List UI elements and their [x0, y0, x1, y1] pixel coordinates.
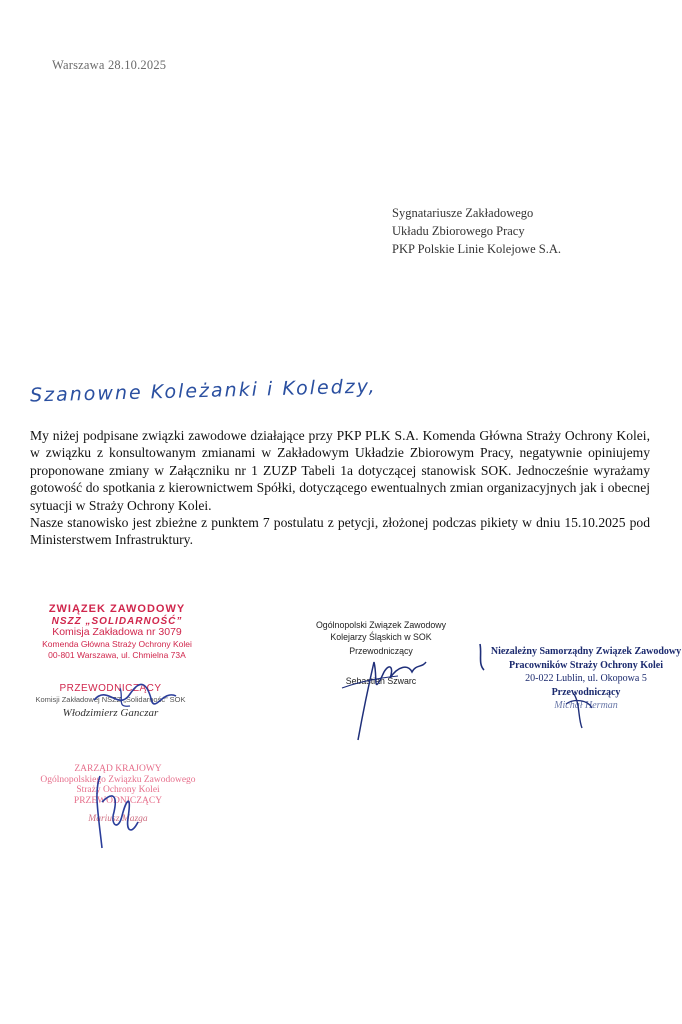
stamp-line: PRZEWODNICZĄCY: [73, 795, 163, 806]
stamp-line: Ogólnopolski Związek Zawodowy: [315, 620, 447, 630]
stamp-line: 00-801 Warszawa, ul. Chmielna 73A: [48, 650, 186, 660]
addressee-line: Sygnatariusze Zakładowego: [392, 206, 534, 220]
letter-date: Warszawa 28.10.2025: [52, 58, 167, 72]
stamp-line: 20-022 Lublin, ul. Okopowa 5: [525, 673, 647, 684]
letter-body: [30, 427, 650, 549]
stamp-name: Włodzimierz Ganczar: [62, 707, 159, 719]
solidarnosc-stamp: [22, 604, 212, 662]
stamp-line: Kolejarzy Śląskich w SOK: [330, 632, 432, 642]
addressee-block: [392, 204, 561, 258]
body-paragraph: My niżej podpisane związki zawodowe działające przy PKP PLK S.A. Komenda Główna Straży Ochrony Kolei, w związku z konsultowanym zmianami w Zakładowym Układzie Zbiorowym Pracy, negatywnie opiniujemy proponowane zmiany w Załączniku nr 1 ZUZP Tabeli 1a dotyczącej stanowisk SOK. Jednocześnie wyrażamy gotowość do spotkania z kierownictwem Spółki, dotyczącego ewentualnych zmian organizacyjnych jak i obecnej sytuacji w Straży Ochrony Kolei.: [30, 428, 650, 513]
stamp-line: Komisja Zakładowa nr 3079: [52, 626, 182, 638]
stamp-line: Straży Ochrony Kolei: [76, 785, 160, 795]
stamp-line: ZWIĄZEK ZAWODOWY: [48, 603, 186, 615]
stamp-name: Mariusz Mazga: [88, 814, 148, 824]
addressee-line: PKP Polskie Linie Kolejowe S.A.: [392, 242, 561, 256]
signature-herman: [470, 634, 620, 734]
stamp-line: Niezależny Samorządny Związek Zawodowy: [490, 646, 682, 657]
signature-ganczar: [90, 678, 180, 718]
body-paragraph: Nasze stanowisko jest zbieżne z punktem 7 postulatu z petycji, złożonej podczas pikiety w dniu 15.10.2025 pod Ministerstwem Infrastruktury.: [30, 515, 650, 548]
stamp-line: Pracowników Straży Ochrony Kolei: [509, 659, 663, 671]
stamp-line: ZARZĄD KRAJOWY: [74, 764, 162, 774]
stamp-name: Sebastian Szwarc: [345, 676, 417, 686]
stamp-line: Ogólnopolskiego Związku Zawodowego: [40, 774, 196, 785]
stamp-line: NSZZ „SOLIDARNOŚĆ”: [51, 615, 183, 627]
stamp-name: Michał Herman: [554, 700, 618, 711]
handwritten-greeting: Szanowne Koleżanki i Koledzy,: [29, 375, 377, 407]
stamp-line: PRZEWODNICZĄCY: [59, 683, 162, 694]
stamp-line: Przewodniczący: [551, 686, 621, 698]
stamp-line: Komisji Zakładowej NSZZ „Solidarność” SOK: [35, 695, 186, 704]
addressee-line: Układu Zbiorowego Pracy: [392, 224, 525, 238]
signature-szwarc: [338, 648, 428, 743]
stamp-line: Komenda Główna Straży Ochrony Kolei: [42, 638, 192, 649]
stamp-line: Przewodniczący: [349, 646, 413, 656]
signature-mazga: [88, 772, 148, 852]
